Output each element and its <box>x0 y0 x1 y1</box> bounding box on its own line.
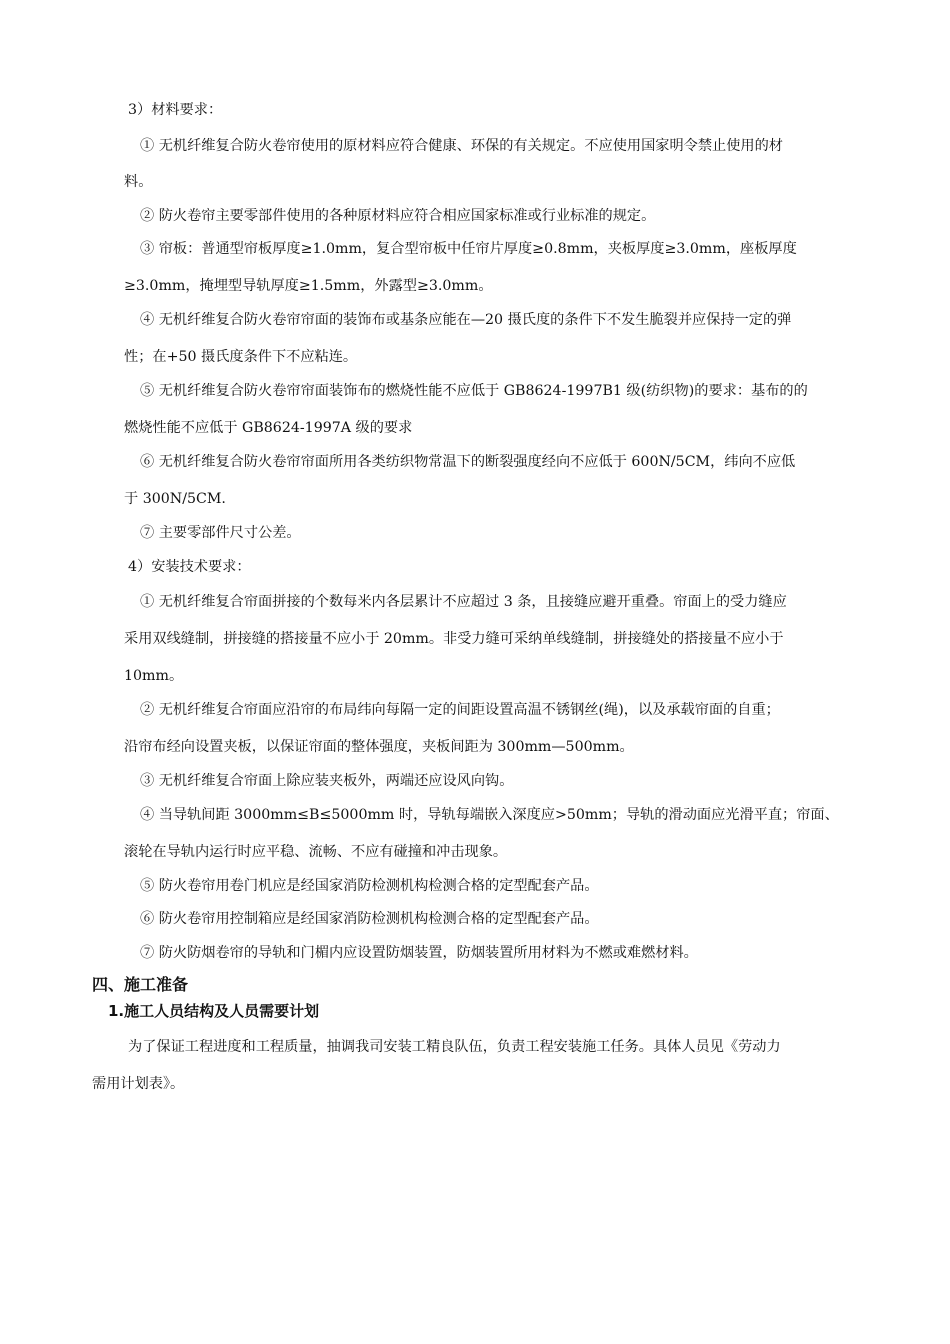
section4-title: 4）安装技术要求： <box>128 559 251 575</box>
s4-item2-line2: 沿帘布经向设置夹板，以保证帘面的整体强度，夹板间距为 300mm—500mm。 <box>124 739 634 755</box>
section3-title: 3）材料要求： <box>128 102 223 118</box>
chapter-subtitle: 1.施工人员结构及人员需要计划 <box>108 1002 320 1020</box>
s4-item4-line2: 滚轮在导轨内运行时应平稳、流畅、不应有碰撞和冲击现象。 <box>124 844 508 860</box>
s3-item1-line2: 料。 <box>124 174 153 190</box>
s3-item4-line2: 性；在+50 摄氏度条件下不应粘连。 <box>124 349 358 365</box>
chapter-paragraph-line2: 需用计划表》。 <box>92 1076 185 1092</box>
s4-item2-line1: ② 无机纤维复合帘面应沿帘的布局纬向每隔一定的间距设置高温不锈钢丝(绳)，以及承载帘面的自重； <box>140 702 780 718</box>
s4-item7-line1: ⑦ 防火防烟卷帘的导轨和门楣内应设置防烟装置，防烟装置所用材料为不燃或难燃材料。 <box>140 945 698 961</box>
s3-item5-line1: ⑤ 无机纤维复合防火卷帘帘面装饰布的燃烧性能不应低于 GB8624-1997B1 级(纺织物)的要求：基布的的 <box>140 383 808 399</box>
s4-item6-line1: ⑥ 防火卷帘用控制箱应是经国家消防检测机构检测合格的定型配套产品。 <box>140 911 599 927</box>
s4-item5-line1: ⑤ 防火卷帘用卷门机应是经国家消防检测机构检测合格的定型配套产品。 <box>140 878 599 894</box>
s3-item5-line2: 燃烧性能不应低于 GB8624-1997A 级的要求 <box>124 420 413 436</box>
chapter-title: 四、施工准备 <box>92 975 189 994</box>
s4-item1-line2: 采用双线缝制，拼接缝的搭接量不应小于 20mm。非受力缝可采纳单线缝制，拼接缝处的搭接量不应小于 <box>124 631 784 647</box>
s4-item3-line1: ③ 无机纤维复合帘面上除应装夹板外，两端还应设风向钩。 <box>140 773 514 789</box>
s3-item3-line1: ③ 帘板：普通型帘板厚度≥1.0mm，复合型帘板中任帘片厚度≥0.8mm，夹板厚度≥3.0mm，座板厚度 <box>140 241 797 257</box>
s3-item2-line1: ② 防火卷帘主要零部件使用的各种原材料应符合相应国家标准或行业标准的规定。 <box>140 208 656 224</box>
chapter-paragraph-line1: 为了保证工程进度和工程质量，抽调我司安装工精良队伍，负责工程安装施工任务。具体人员见《劳动力 <box>128 1039 781 1055</box>
s4-item1-line3: 10mm。 <box>124 668 184 684</box>
s3-item1-line1: ① 无机纤维复合防火卷帘使用的原材料应符合健康、环保的有关规定。不应使用国家明令禁止使用的材 <box>140 138 783 154</box>
s3-item7-line1: ⑦ 主要零部件尺寸公差。 <box>140 525 301 541</box>
s3-item4-line1: ④ 无机纤维复合防火卷帘帘面的装饰布或基条应能在—20 摄氏度的条件下不发生脆裂并应保持一定的弹 <box>140 312 792 328</box>
s3-item6-line1: ⑥ 无机纤维复合防火卷帘帘面所用各类纺织物常温下的断裂强度经向不应低于 600N/5CM，纬向不应低 <box>140 454 796 470</box>
s4-item4-line1: ④ 当导轨间距 3000mm≤B≤5000mm 时，导轨每端嵌入深度应>50mm；导轨的滑动面应光滑平直；帘面、 <box>140 807 839 823</box>
s3-item3-line2: ≥3.0mm，掩埋型导轨厚度≥1.5mm，外露型≥3.0mm。 <box>124 278 493 294</box>
s3-item6-line2: 于 300N/5CM. <box>124 491 226 507</box>
s4-item1-line1: ① 无机纤维复合帘面拼接的个数每米内各层累计不应超过 3 条，且接缝应避开重叠。帘面上的受力缝应 <box>140 594 787 610</box>
